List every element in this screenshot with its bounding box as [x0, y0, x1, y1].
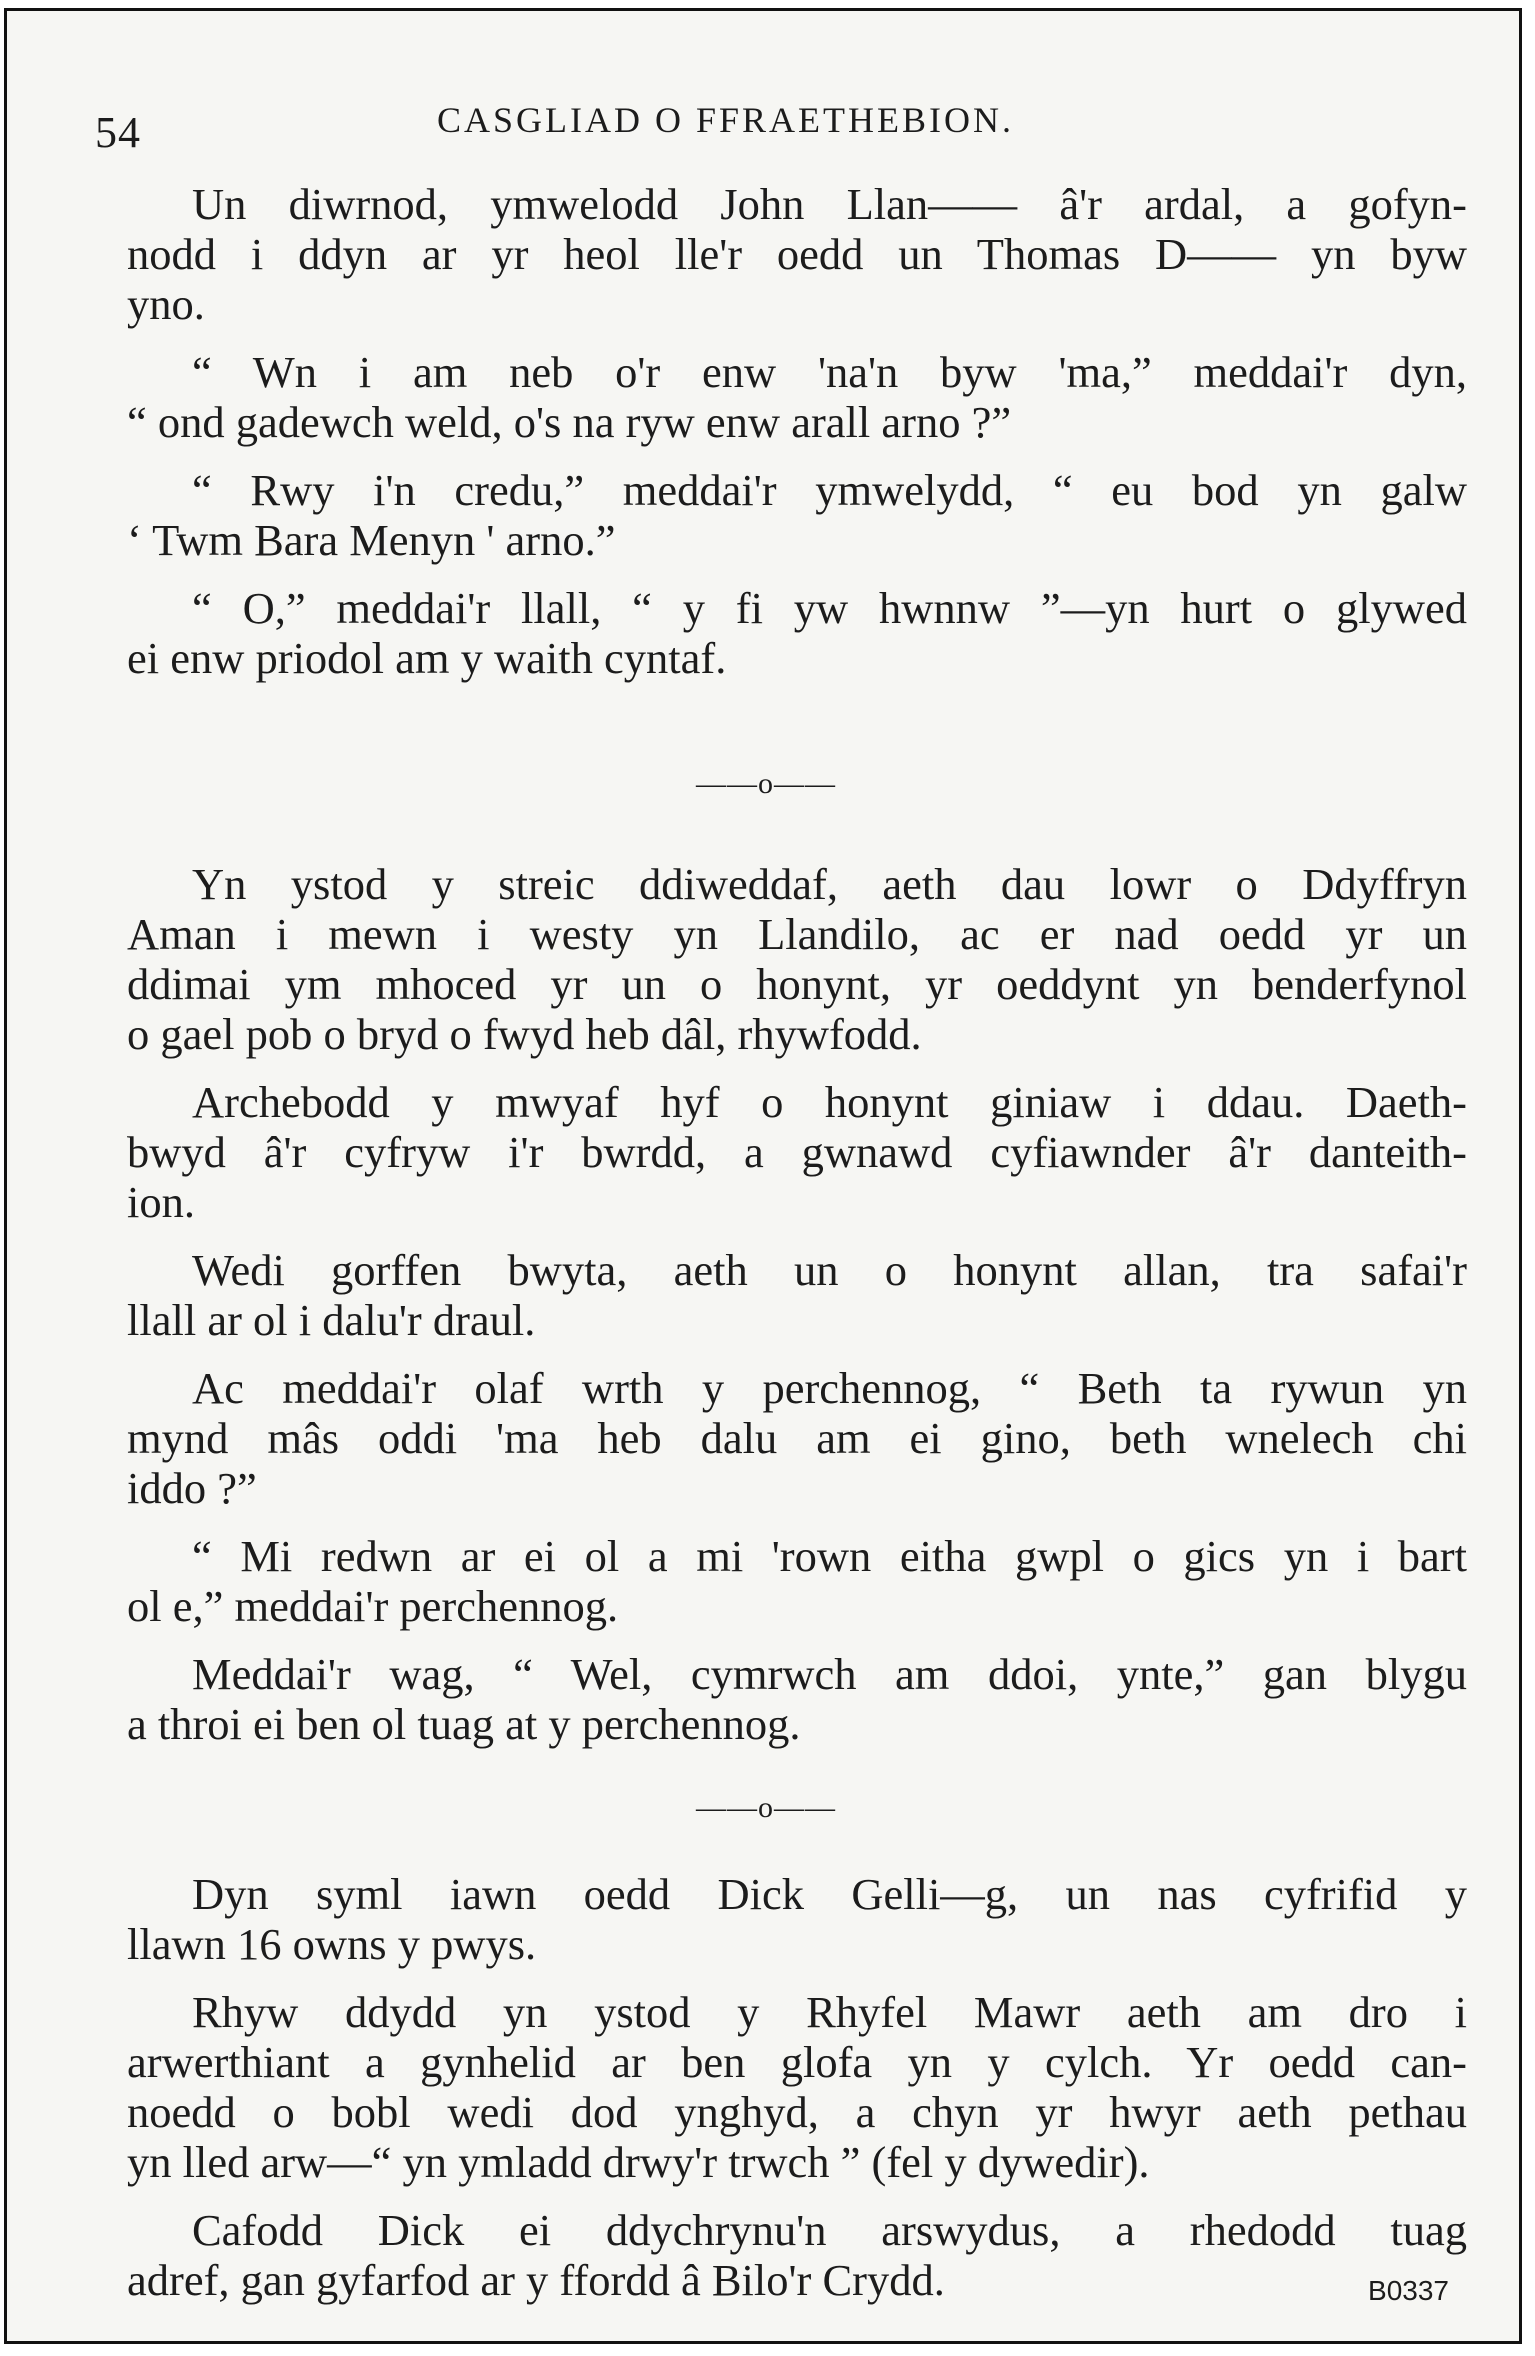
- text-line: “ O,” meddai'r llall, “ y fi yw hwnnw ”—yn hurt o glywed: [192, 583, 1467, 633]
- section-separator: ——o——: [696, 1791, 836, 1824]
- text-line: arwerthiant a gynhelid ar ben glofa yn y cylch. Yr oedd can-: [127, 2037, 1467, 2087]
- text-line: Rhyw ddydd yn ystod y Rhyfel Mawr aeth am dro i: [192, 1987, 1467, 2037]
- running-title: CASGLIAD O FFRAETHEBION.: [437, 100, 1015, 140]
- text-line: “ ond gadewch weld, o's na ryw enw arall arno ?”: [127, 397, 1012, 447]
- story-1: [7, 179, 1522, 683]
- paragraph: [7, 1987, 1522, 2187]
- text-line: ol e,” meddai'r perchennog.: [127, 1581, 619, 1631]
- text-line: o gael pob o bryd o fwyd heb dâl, rhywfodd.: [127, 1009, 922, 1059]
- page-number: 54: [95, 108, 141, 157]
- text-line: adref, gan gyfarfod ar y ffordd â Bilo'r Crydd.: [127, 2255, 945, 2305]
- text-line: a throi ei ben ol tuag at y perchennog.: [127, 1699, 801, 1749]
- text-line: mynd mâs oddi 'ma heb dalu am ei gino, beth wnelech chi: [127, 1413, 1467, 1463]
- text-line: Un diwrnod, ymwelodd John Llan—— â'r ardal, a gofyn-: [192, 179, 1467, 229]
- text-line: “ Rwy i'n credu,” meddai'r ymwelydd, “ eu bod yn galw: [192, 465, 1467, 515]
- text-line: bwyd â'r cyfryw i'r bwrdd, a gwnawd cyfiawnder â'r danteith-: [127, 1127, 1467, 1177]
- paragraph: [7, 179, 1522, 329]
- text-line: “ Wn i am neb o'r enw 'na'n byw 'ma,” meddai'r dyn,: [192, 347, 1467, 397]
- paragraph: [7, 1363, 1522, 1513]
- text-line: Meddai'r wag, “ Wel, cymrwch am ddoi, ynte,” gan blygu: [192, 1649, 1467, 1699]
- text-line: Aman i mewn i westy yn Llandilo, ac er nad oedd yr un: [127, 909, 1467, 959]
- book-page: [4, 8, 1522, 2344]
- story-2: [7, 859, 1522, 1749]
- section-separator: ——o——: [696, 767, 836, 800]
- text-line: Wedi gorffen bwyta, aeth un o honynt allan, tra safai'r: [192, 1245, 1467, 1295]
- paragraph: [7, 859, 1522, 1059]
- text-line: Cafodd Dick ei ddychrynu'n arswydus, a rhedodd tuag: [192, 2205, 1467, 2255]
- text-line: yno.: [127, 279, 205, 329]
- paragraph: [7, 1869, 1522, 1969]
- text-line: Dyn syml iawn oedd Dick Gelli—g, un nas cyfrifid y: [192, 1869, 1467, 1919]
- story-3: [7, 1869, 1522, 2305]
- text-line: ‘ Twm Bara Menyn ' arno.”: [127, 515, 616, 565]
- text-line: Archebodd y mwyaf hyf o honynt giniaw i ddau. Daeth-: [192, 1077, 1467, 1127]
- text-line: ddimai ym mhoced yr un o honynt, yr oeddynt yn benderfynol: [127, 959, 1467, 1009]
- paragraph: [7, 347, 1522, 447]
- text-line: ei enw priodol am y waith cyntaf.: [127, 633, 727, 683]
- paragraph: [7, 1077, 1522, 1227]
- text-line: ion.: [127, 1177, 195, 1227]
- paragraph: [7, 2205, 1522, 2305]
- text-line: Yn ystod y streic ddiweddaf, aeth dau lowr o Ddyffryn: [192, 859, 1467, 909]
- text-line: noedd o bobl wedi dod ynghyd, a chyn yr hwyr aeth pethau: [127, 2087, 1467, 2137]
- paragraph: [7, 583, 1522, 683]
- text-line: llawn 16 owns y pwys.: [127, 1919, 537, 1969]
- paragraph: [7, 1245, 1522, 1345]
- text-line: yn lled arw—“ yn ymladd drwy'r trwch ” (fel y dywedir).: [127, 2137, 1150, 2187]
- text-line: “ Mi redwn ar ei ol a mi 'rown eitha gwpl o gics yn i bart: [192, 1531, 1467, 1581]
- text-line: iddo ?”: [127, 1463, 257, 1513]
- paragraph: [7, 1531, 1522, 1631]
- paragraph: [7, 465, 1522, 565]
- text-line: nodd i ddyn ar yr heol lle'r oedd un Thomas D—— yn byw: [127, 229, 1467, 279]
- paragraph: [7, 1649, 1522, 1749]
- text-line: Ac meddai'r olaf wrth y perchennog, “ Beth ta rywun yn: [192, 1363, 1467, 1413]
- text-line: llall ar ol i dalu'r draul.: [127, 1295, 536, 1345]
- catalog-code: B0337: [1368, 2275, 1449, 2306]
